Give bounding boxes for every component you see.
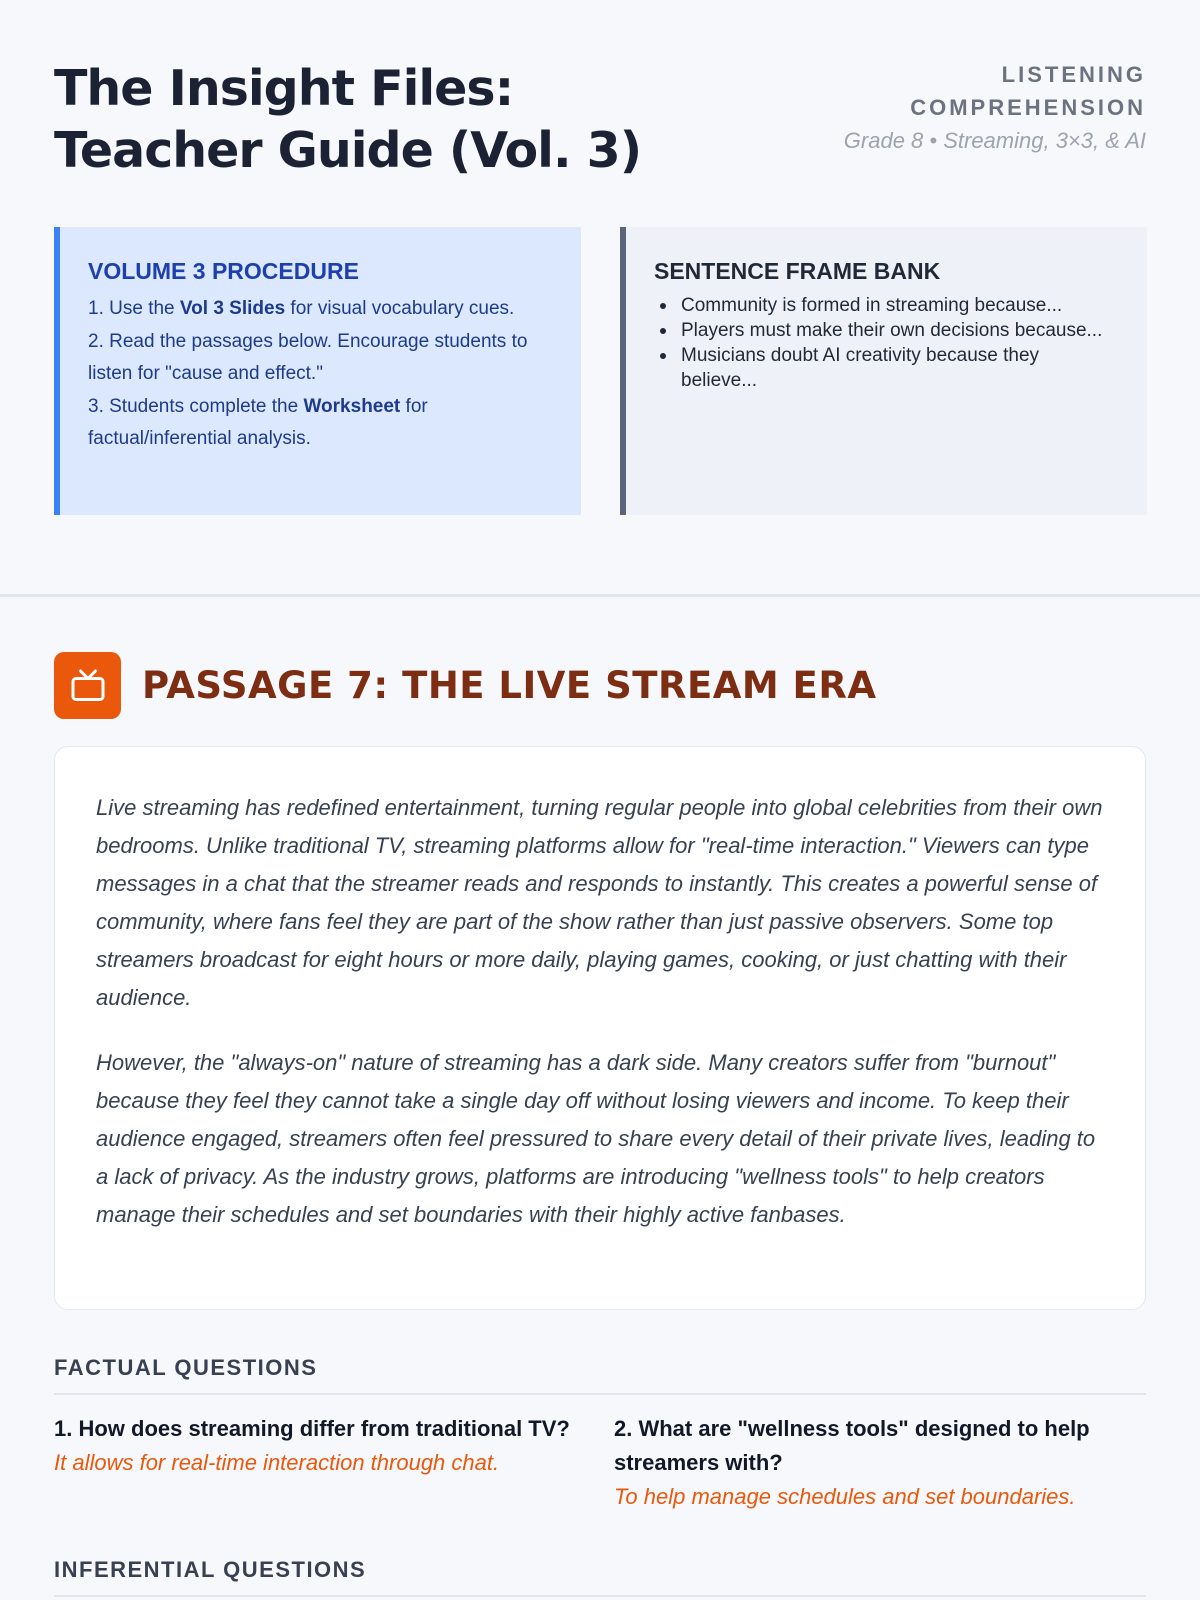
passage-title: PASSAGE 7: THE LIVE STREAM ERA (142, 664, 877, 707)
passage-paragraph: Live streaming has redefined entertainment, turning regular people into global celebrities from their own bedrooms. Unlike traditional TV, streaming platforms allow for "real-time interaction." Viewers can type messages in a chat that the streamer reads and responds to instantly. This creates a powerful sense of community, where fans feel they are part of the show rather than just passive observers. Some top streamers broadcast for eight hours or more daily, playing games, cooking, or just chatting with their audience. (96, 795, 1103, 1010)
procedure-title: VOLUME 3 PROCEDURE (88, 258, 359, 284)
sentence-frame-card (620, 227, 1147, 515)
procedure-step-1 (88, 293, 553, 326)
slides-emphasis: Vol 3 Slides (179, 298, 286, 319)
worksheet-emphasis: Worksheet (303, 395, 401, 417)
passage-paragraph: However, the "always-on" nature of streaming has a dark side. Many creators suffer from "burnout" because they feel they cannot take a single day off without losing viewers and income. To keep their audience engaged, streamers often feel pressured to share every detail of their private lives, leading to a lack of privacy. As the industry grows, platforms are introducing "wellness tools" to help creators manage their schedules and set boundaries with their highly active fanbases. (96, 1050, 1096, 1227)
procedure-step-2: 2. Read the passages below. Encourage students to listen for "cause and effect." (88, 330, 528, 384)
factual-questions-heading: FACTUAL QUESTIONS (54, 1355, 1146, 1395)
section-divider (0, 594, 1200, 597)
frames-title: SENTENCE FRAME BANK (654, 258, 941, 284)
answer-text: It allows for real-time interaction through chat. (54, 1450, 500, 1475)
info-cards (54, 227, 1146, 515)
step-text: for visual vocabulary cues. (285, 298, 515, 319)
step-text: for factual/inferential analysis. (88, 395, 428, 449)
header-meta (816, 58, 1146, 157)
step-text: 1. Use the (88, 298, 180, 319)
passage-text-box (54, 746, 1146, 1310)
factual-questions (54, 1412, 1146, 1512)
frame-item: Players must make their own decisions because... (654, 318, 1119, 343)
step-text: 3. Students complete the (88, 395, 304, 417)
page-title: The Insight Files: Teacher Guide (Vol. 3) (54, 60, 642, 179)
question-item (54, 1412, 584, 1480)
answer-text: To help manage schedules and set boundaries. (614, 1484, 1076, 1509)
procedure-step-3 (88, 391, 553, 456)
passage-header (54, 652, 876, 719)
subject-label: LISTENING COMPREHENSION (910, 62, 1146, 120)
inferential-questions-heading: INFERENTIAL QUESTIONS (54, 1557, 1146, 1597)
tv-icon (54, 652, 121, 719)
page-header (54, 58, 1146, 182)
question-text: 2. What are "wellness tools" designed to help streamers with? (614, 1416, 1090, 1475)
grade-line: Grade 8 • Streaming, 3×3, & AI (843, 128, 1146, 153)
frame-item: Community is formed in streaming because... (654, 293, 1119, 318)
question-item (614, 1412, 1144, 1514)
frames-list (654, 293, 1119, 393)
procedure-card (54, 227, 581, 515)
question-text: 1. How does streaming differ from traditional TV? (54, 1416, 570, 1441)
frame-item: Musicians doubt AI creativity because they believe... (654, 343, 1119, 393)
